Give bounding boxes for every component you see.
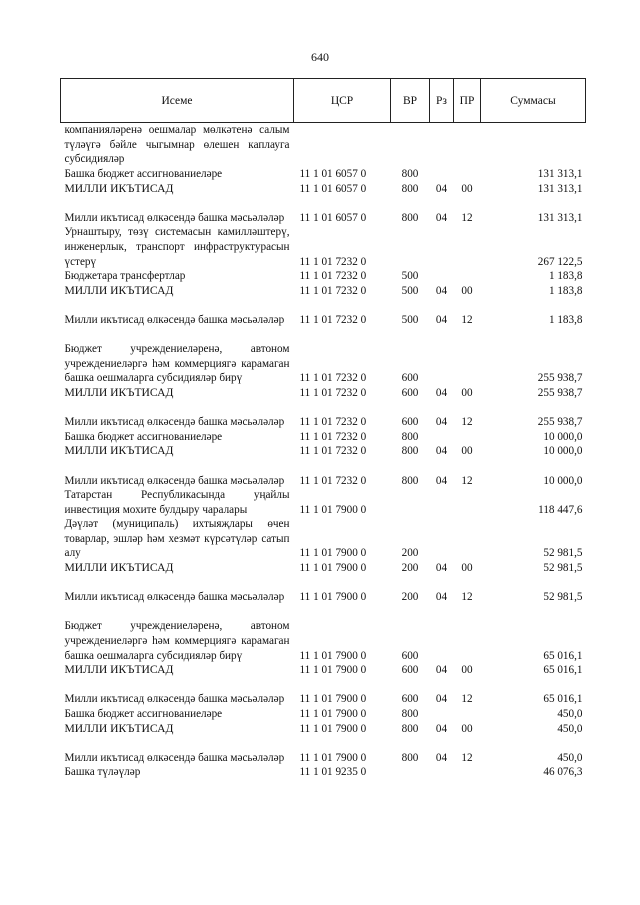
row-rz: 04 — [435, 474, 448, 487]
table-row — [61, 678, 586, 707]
row-pr: 12 — [461, 474, 473, 487]
row-sum: 131 313,1 — [537, 211, 583, 224]
row-pr: 00 — [461, 445, 473, 458]
row-csr: 11 1 01 6057 0 — [299, 211, 367, 224]
row-sum: 255 938,7 — [537, 416, 583, 429]
row-name: Милли икътисад өлкәсендә башка мәсьәләләр — [64, 751, 285, 764]
table-row — [61, 269, 586, 284]
table-row — [61, 328, 586, 386]
row-pr — [454, 167, 481, 182]
row-sum: 65 016,1 — [543, 649, 583, 662]
row-rz — [430, 605, 454, 663]
table-row — [61, 561, 586, 576]
row-rz: 04 — [435, 386, 448, 399]
row-pr — [454, 517, 481, 561]
table-row — [61, 736, 586, 765]
row-pr: 00 — [461, 284, 473, 297]
row-rz — [430, 123, 454, 168]
row-pr: 12 — [461, 211, 473, 224]
row-sum: 52 981,5 — [543, 547, 583, 560]
row-csr: 11 1 01 7900 0 — [299, 547, 367, 560]
row-sum: 450,0 — [557, 751, 583, 764]
row-csr: 11 1 01 7232 0 — [299, 313, 367, 326]
table-header-row — [61, 79, 586, 123]
row-pr: 00 — [461, 664, 473, 677]
row-vr: 800 — [401, 168, 419, 180]
row-rz: 04 — [435, 284, 448, 297]
row-rz: 04 — [435, 211, 448, 224]
table-row — [61, 444, 586, 459]
row-vr — [391, 225, 430, 269]
row-rz — [430, 328, 454, 386]
row-vr: 800 — [401, 182, 419, 195]
table-row — [61, 517, 586, 561]
row-vr: 800 — [401, 445, 419, 458]
row-csr: 11 1 01 7232 0 — [299, 270, 367, 283]
row-csr: 11 1 01 7232 0 — [299, 416, 367, 429]
row-pr: 12 — [461, 693, 473, 706]
row-name: МИЛЛИ ИКЪТИСАД — [64, 385, 174, 399]
row-sum: 10 000,0 — [543, 430, 583, 443]
row-sum: 65 016,1 — [543, 664, 583, 677]
table-row — [61, 196, 586, 225]
row-csr: 11 1 01 9235 0 — [299, 766, 367, 779]
row-rz: 04 — [435, 313, 448, 326]
row-name: Татарстан Республикасында уңайлы инвестиция мохите булдыру чаралары — [64, 489, 290, 516]
row-pr: 00 — [461, 182, 473, 195]
row-pr: 12 — [461, 313, 473, 326]
row-name: МИЛЛИ ИКЪТИСАД — [64, 181, 174, 195]
row-csr: 11 1 01 7900 0 — [299, 722, 367, 735]
row-vr: 600 — [401, 649, 419, 662]
row-pr: 12 — [461, 591, 473, 604]
table-row — [61, 707, 586, 722]
row-name: Бюджет учреждениеләренә, автоном учреждениеләргә һәм коммерциягә карамаган башка оешмаларга субсидияләр бирү — [64, 343, 290, 385]
row-pr — [454, 765, 481, 780]
row-name: Бюджетара трансфертлар — [64, 270, 186, 283]
row-rz — [430, 167, 454, 182]
row-vr: 800 — [401, 474, 419, 487]
row-name: МИЛЛИ ИКЪТИСАД — [64, 721, 174, 735]
table-row — [61, 386, 586, 401]
row-csr: 11 1 01 7900 0 — [299, 562, 367, 575]
table-row — [61, 765, 586, 780]
row-csr: 11 1 01 7232 0 — [299, 255, 367, 268]
row-csr — [294, 123, 391, 168]
row-vr: 200 — [401, 562, 419, 575]
header-rz: Рз — [430, 79, 454, 123]
row-csr: 11 1 01 6057 0 — [299, 182, 367, 195]
row-rz: 04 — [435, 591, 448, 604]
row-name: Милли икътисад өлкәсендә башка мәсьәләләр — [64, 416, 285, 429]
row-sum: 10 000,0 — [543, 445, 583, 458]
row-name: Урнаштыру, төзү системасын камилләштерү, инженерлык, транспорт инфраструктурасын үстерү — [64, 226, 290, 268]
table-row — [61, 605, 586, 663]
row-vr: 200 — [401, 547, 419, 560]
row-csr: 11 1 01 7900 0 — [299, 664, 367, 677]
row-name: Башка бюджет ассигнованиеләре — [64, 168, 223, 180]
row-name: Милли икътисад өлкәсендә башка мәсьәләләр — [64, 313, 285, 326]
row-csr: 11 1 01 7232 0 — [299, 430, 367, 443]
row-rz — [430, 225, 454, 269]
row-vr — [391, 765, 430, 780]
row-rz: 04 — [435, 562, 448, 575]
row-vr: 800 — [401, 722, 419, 735]
row-rz: 04 — [435, 182, 448, 195]
header-vr: ВР — [391, 79, 430, 123]
row-rz — [430, 707, 454, 722]
row-vr: 500 — [401, 270, 419, 283]
row-name: Милли икътисад өлкәсендә башка мәсьәләләр — [64, 591, 285, 604]
row-sum: 450,0 — [557, 708, 583, 721]
table-row — [61, 182, 586, 197]
row-csr: 11 1 01 6057 0 — [299, 168, 367, 180]
row-vr: 600 — [401, 386, 419, 399]
row-pr — [454, 123, 481, 168]
row-sum: 65 016,1 — [543, 693, 583, 706]
table-row — [61, 284, 586, 299]
row-vr: 800 — [401, 430, 419, 443]
row-rz: 04 — [435, 664, 448, 677]
row-vr — [391, 123, 430, 168]
row-csr: 11 1 01 7232 0 — [299, 386, 367, 399]
row-name: МИЛЛИ ИКЪТИСАД — [64, 561, 174, 575]
row-vr: 200 — [401, 591, 419, 604]
row-name: Бюджет учреждениеләренә, автоном учреждениеләргә һәм коммерциягә карамаган башка оешмаларга субсидияләр бирү — [64, 620, 290, 662]
table-row — [61, 123, 586, 168]
row-csr: 11 1 01 7900 0 — [299, 708, 367, 721]
row-csr: 11 1 01 7900 0 — [299, 503, 367, 516]
row-name: МИЛЛИ ИКЪТИСАД — [64, 663, 174, 677]
row-name: компанияләренә оешмалар мөлкәтенә салым түләүгә бәйле чыгымнар өлешен каплауга субсидияләр — [64, 124, 290, 166]
table-row — [61, 488, 586, 517]
row-csr: 11 1 01 7232 0 — [299, 445, 367, 458]
row-sum: 255 938,7 — [537, 386, 583, 399]
row-sum: 267 122,5 — [537, 255, 583, 268]
row-name: Дәүләт (муниципаль) ихтыяҗлары өчен товарлар, эшләр һәм хезмәт күрсәтүләр сатып алу — [64, 518, 290, 560]
row-rz — [430, 488, 454, 517]
row-sum: 10 000,0 — [543, 474, 583, 487]
row-name: МИЛЛИ ИКЪТИСАД — [64, 444, 174, 458]
row-name: Милли икътисад өлкәсендә башка мәсьәләләр — [64, 693, 285, 706]
row-csr: 11 1 01 7900 0 — [299, 751, 367, 764]
table-row — [61, 663, 586, 678]
row-rz — [430, 765, 454, 780]
row-csr: 11 1 01 7900 0 — [299, 693, 367, 706]
row-sum: 52 981,5 — [543, 591, 583, 604]
row-csr: 11 1 01 7232 0 — [299, 372, 367, 385]
row-sum: 131 313,1 — [537, 182, 583, 195]
row-rz: 04 — [435, 722, 448, 735]
row-csr: 11 1 01 7900 0 — [299, 649, 367, 662]
row-vr: 500 — [401, 284, 419, 297]
row-name: Милли икътисад өлкәсендә башка мәсьәләләр — [64, 211, 285, 224]
row-vr: 600 — [401, 664, 419, 677]
header-pr: ПР — [454, 79, 481, 123]
row-pr — [454, 488, 481, 517]
row-name: Башка бюджет ассигнованиеләре — [64, 708, 223, 721]
header-csr: ЦСР — [294, 79, 391, 123]
row-pr: 12 — [461, 416, 473, 429]
row-sum: 131 313,1 — [537, 168, 583, 180]
row-sum: 1 183,8 — [548, 270, 583, 283]
row-name: Милли икътисад өлкәсендә башка мәсьәләләр — [64, 474, 285, 487]
table-row — [61, 167, 586, 182]
row-sum: 1 183,8 — [548, 284, 583, 297]
row-csr: 11 1 01 7232 0 — [299, 284, 367, 297]
row-name: МИЛЛИ ИКЪТИСАД — [64, 283, 174, 297]
header-name: Исеме — [61, 79, 294, 123]
row-sum: 255 938,7 — [537, 372, 583, 385]
row-sum: 52 981,5 — [543, 562, 583, 575]
row-csr: 11 1 01 7900 0 — [299, 591, 367, 604]
row-sum: 450,0 — [557, 722, 583, 735]
row-csr: 11 1 01 7232 0 — [299, 474, 367, 487]
row-vr: 600 — [401, 416, 419, 429]
row-vr: 800 — [401, 211, 419, 224]
table-row — [61, 225, 586, 269]
row-pr: 00 — [461, 562, 473, 575]
row-sum — [481, 123, 586, 168]
row-pr — [454, 328, 481, 386]
row-pr — [454, 605, 481, 663]
row-rz — [430, 269, 454, 284]
row-pr — [454, 430, 481, 445]
row-rz — [430, 430, 454, 445]
row-pr — [454, 269, 481, 284]
row-rz: 04 — [435, 693, 448, 706]
page-number: 640 — [311, 50, 329, 64]
row-vr: 600 — [401, 693, 419, 706]
row-vr: 600 — [401, 372, 419, 385]
row-pr: 00 — [461, 386, 473, 399]
row-name: Башка түләүләр — [64, 766, 141, 779]
table-row — [61, 722, 586, 737]
row-rz: 04 — [435, 751, 448, 764]
row-pr: 00 — [461, 722, 473, 735]
budget-table — [60, 78, 586, 780]
row-sum: 1 183,8 — [548, 313, 583, 326]
row-pr — [454, 707, 481, 722]
table-row — [61, 576, 586, 605]
header-sum: Суммасы — [481, 79, 586, 123]
row-rz — [430, 517, 454, 561]
table-row — [61, 430, 586, 445]
row-rz: 04 — [435, 416, 448, 429]
row-vr: 500 — [401, 313, 419, 326]
table-row — [61, 401, 586, 430]
row-vr: 800 — [401, 708, 419, 721]
row-vr — [391, 488, 430, 517]
row-vr: 800 — [401, 751, 419, 764]
row-pr: 12 — [461, 751, 473, 764]
row-name: Башка бюджет ассигнованиеләре — [64, 430, 223, 443]
row-sum: 118 447,6 — [538, 503, 583, 516]
row-rz: 04 — [435, 445, 448, 458]
table-row — [61, 459, 586, 488]
row-sum: 46 076,3 — [543, 766, 583, 779]
table-row — [61, 298, 586, 327]
row-pr — [454, 225, 481, 269]
